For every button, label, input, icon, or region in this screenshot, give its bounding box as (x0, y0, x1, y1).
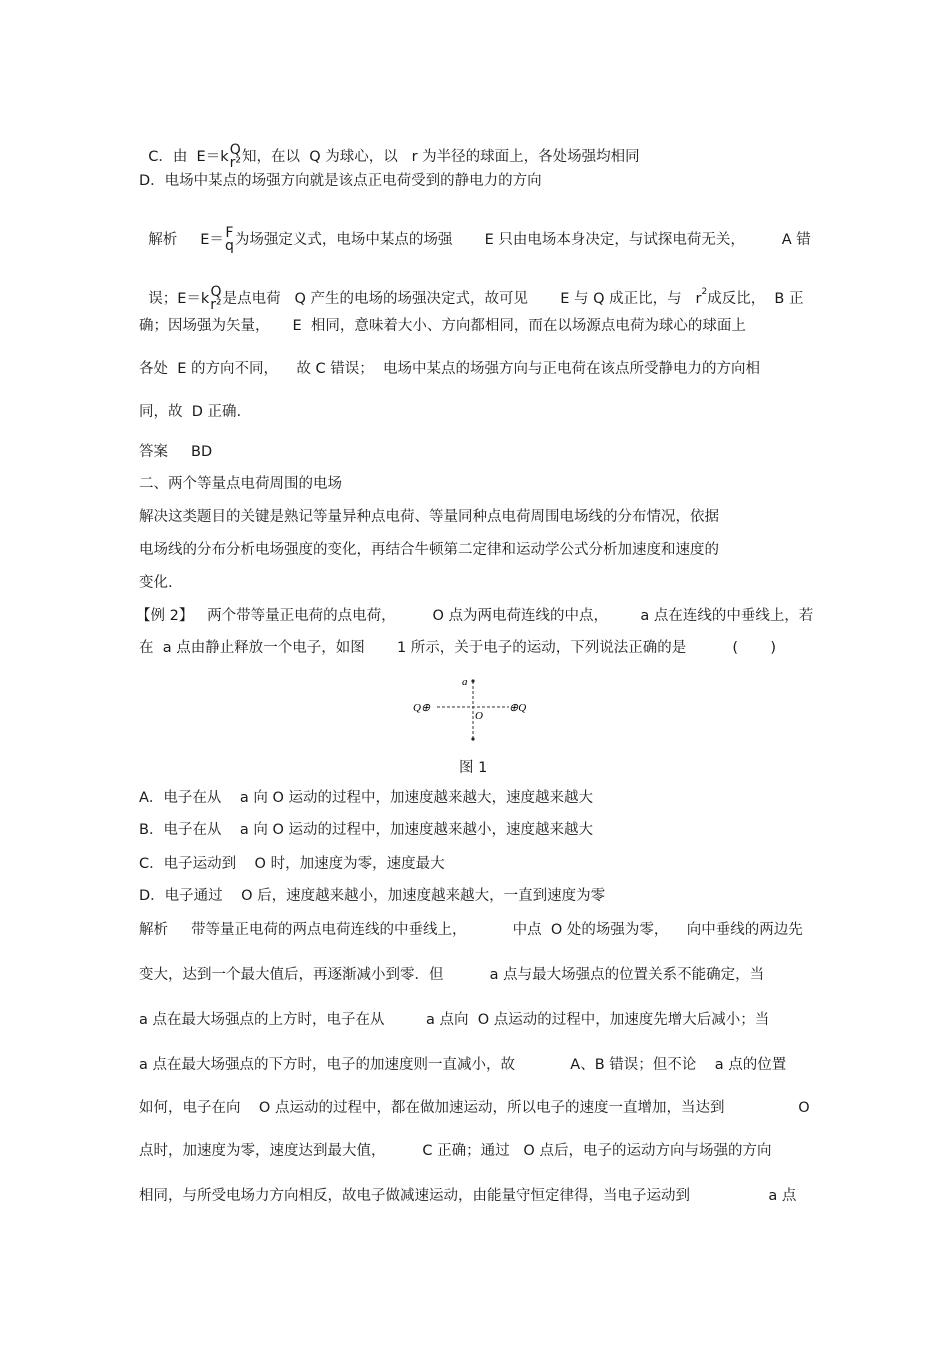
analysis1-line3: 确；因场强为矢量， E 相同，意味着大小、方向都相同，而在以场源点电荷为球心的球面上 (139, 318, 746, 334)
analysis1-line1: 解析 E＝ F q 为场强定义式，电场中某点的场强 E 只由电场本身决定，与试探电荷无关， A 错 (148, 225, 811, 254)
section2-body-line1: 解决这类题目的关键是熟记等量异种点电荷、等量同种点电荷周围电场线的分布情况，依据 (139, 509, 719, 525)
analysis2-line5: 如何，电子在向 O 点运动的过程中，都在做加速运动，所以电子的速度一直增加，当达到 O (139, 1100, 810, 1116)
answer1: 答案 BD (139, 444, 213, 460)
label-q-right: ⊕Q (509, 702, 527, 714)
analysis2-line1: 解析 带等量正电荷的两点电荷连线的中垂线上， 中点 O 处的场强为零， 向中垂线的两边先 (139, 922, 803, 938)
analysis2-line3: a 点在最大场强点的上方时，电子在从 a 点向 O 点运动的过程中，加速度先增大后减小；当 (139, 1012, 770, 1028)
section2-title: 二、两个等量点电荷周围的电场 (139, 476, 342, 492)
analysis2-line2: 变大，达到一个最大值后，再逐渐减小到零．但 a 点与最大场强点的位置关系不能确定，当 (139, 967, 765, 983)
analysis1-line4: 各处 E 的方向不同， 故 C 错误； 电场中某点的场强方向与正电荷在该点所受静电力的方向相 (139, 361, 760, 377)
figure-caption: 图 1 (459, 760, 488, 776)
analysis1-line5: 同，故 D 正确. (139, 404, 242, 420)
example2-line2: 在 a 点由静止释放一个电子，如图 1 所示，关于电子的运动，下列说法正确的是 ( ) (139, 640, 776, 656)
example2-line1: 【例 2】 两个带等量正电荷的点电荷， O 点为两电荷连线的中点， a 点在连线的中垂线上，若 (136, 608, 814, 624)
bottom-dot (471, 737, 474, 740)
section2-body-line3: 变化. (139, 575, 173, 591)
fraction-f-q: F q (224, 225, 234, 254)
label-q-left: Q⊕ (413, 702, 431, 714)
fraction-q-r2: Q r² (229, 142, 241, 171)
analysis2-line4: a 点在最大场强点的下方时，电子的加速度则一直减小，故 A、B 错误；但不论 a 点的位置 (139, 1057, 787, 1073)
option-a: A．电子在从 a 向 O 运动的过程中，加速度越来越大，速度越来越大 (139, 790, 593, 806)
fraction-q-r2: Q r² (210, 284, 222, 313)
label-a: a (462, 676, 468, 688)
label-o: O (475, 710, 483, 722)
option-c: C．电子运动到 O 时，加速度为零，速度最大 (139, 856, 445, 872)
option-d-prev: D．电场中某点的场强方向就是该点正电荷受到的静电力的方向 (139, 173, 542, 189)
section2-body-line2: 电场线的分布分析电场强度的变化，再结合牛顿第二定律和运动学公式分析加速度和速度的 (139, 542, 719, 558)
option-d: D．电子通过 O 后，速度越来越小，加速度越来越大，一直到速度为零 (139, 888, 606, 904)
option-b: B．电子在从 a 向 O 运动的过程中，加速度越来越小，速度越来越大 (139, 822, 594, 838)
option-c-prev: C．由 E＝k Q r² 知，在以 Q 为球心，以 r 为半径的球面上，各处场强均相同 (148, 142, 640, 171)
analysis2-line6: 点时，加速度为零，速度达到最大值， C 正确；通过 O 点后，电子的运动方向与场强的方向 (139, 1143, 772, 1159)
analysis2-line7: 相同，与所受电场力方向相反，故电子做减速运动，由能量守恒定律得，当电子运动到 a 点 (139, 1188, 797, 1204)
point-a-dot (471, 679, 474, 682)
analysis1-line2: 误；E＝k Q r² 是点电荷 Q 产生的电场的场强决定式，故可见 E 与 Q 成正比，与 $r^2$成反比， B 正 (148, 284, 804, 313)
figure-two-charges (405, 673, 545, 745)
